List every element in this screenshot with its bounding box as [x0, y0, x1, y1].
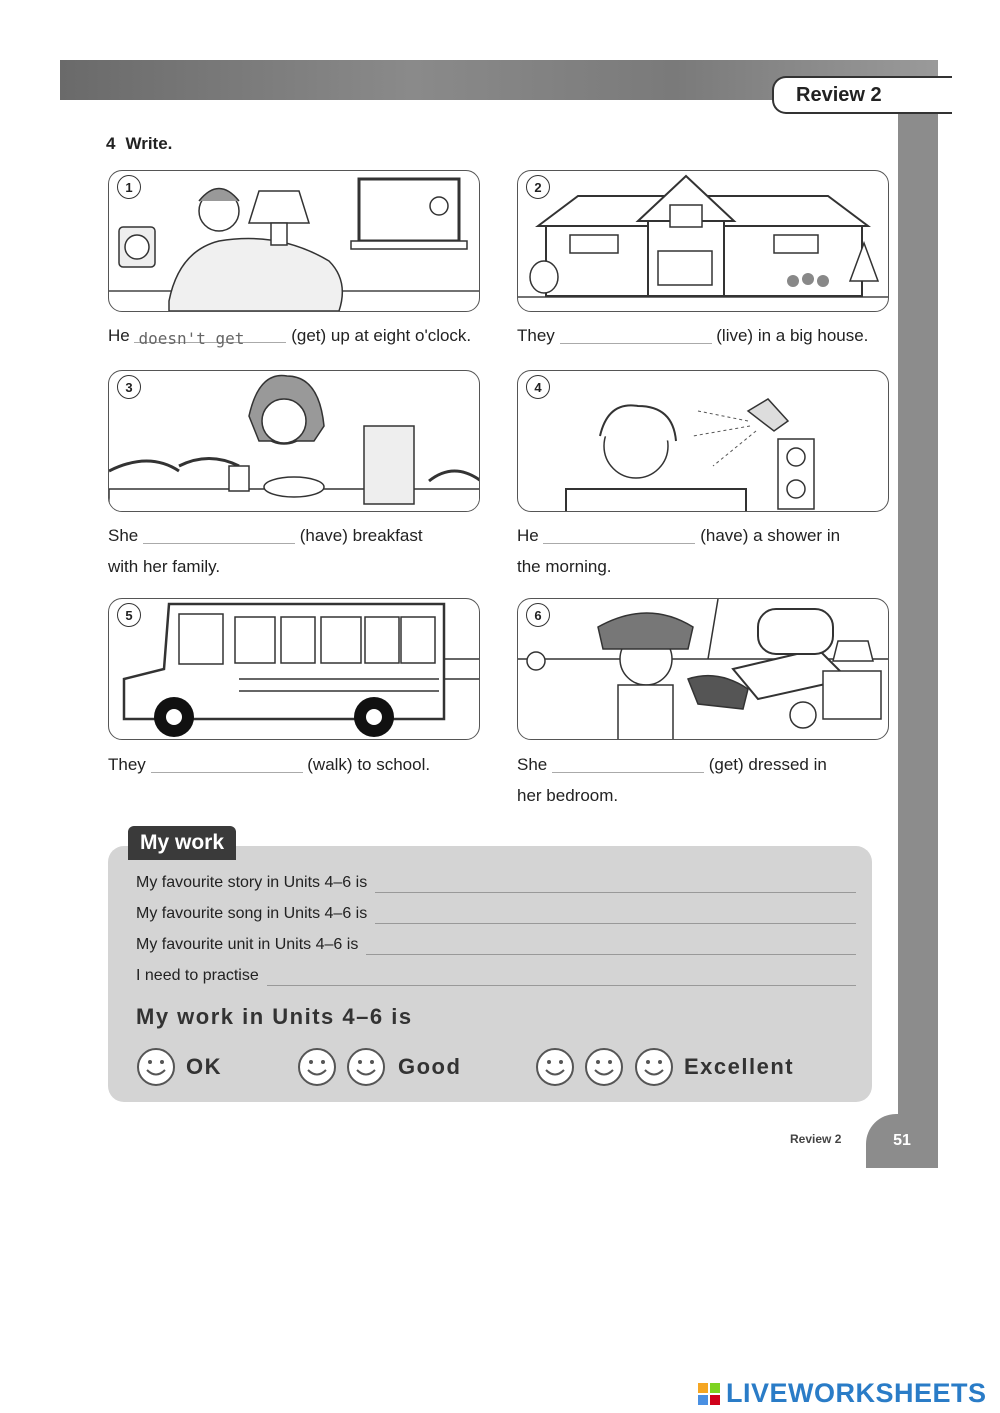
picture-panel-6 [517, 598, 889, 740]
answer-blank-3[interactable] [143, 524, 295, 544]
sentence-5 [108, 749, 430, 780]
smiley-icon[interactable] [136, 1047, 176, 1087]
answer-blank-6[interactable] [552, 753, 704, 773]
rating-ok-label: OK [186, 1054, 222, 1079]
item-badge: 4 [526, 375, 550, 399]
sentence-rest: (have) a shower in [700, 526, 841, 545]
sentence-rest-line2: with her family. [108, 557, 221, 576]
smiley-icon[interactable] [634, 1047, 674, 1087]
sentence-4 [517, 520, 840, 582]
sentence-rest: (live) in a big house. [716, 326, 869, 345]
my-work-line-song [136, 905, 856, 924]
my-work-line-label: My favourite story in Units 4–6 is [136, 874, 368, 891]
exercise-instruction: Write. [125, 134, 173, 153]
footer-section-label: Review 2 [790, 1132, 842, 1146]
picture-panel-4 [517, 370, 889, 512]
sentence-subject: They [108, 755, 146, 774]
exercise-number: 4 [106, 134, 116, 153]
page-number: 51 [893, 1132, 911, 1149]
my-work-line-label: My favourite song in Units 4–6 is [136, 905, 368, 922]
my-work-line-unit [136, 936, 856, 955]
smiley-icon[interactable] [535, 1047, 575, 1087]
item-badge: 2 [526, 175, 550, 199]
brand-logo [698, 1378, 987, 1409]
smiley-icon[interactable] [584, 1047, 624, 1087]
exercise-title [106, 134, 172, 154]
picture-panel-3 [108, 370, 480, 512]
sentence-3 [108, 520, 423, 582]
smiley-icon[interactable] [346, 1047, 386, 1087]
my-work-heading: My work in Units 4–6 is [136, 1004, 413, 1029]
my-work-answer-field[interactable] [366, 936, 856, 955]
item-badge: 3 [117, 375, 141, 399]
rating-good-label: Good [398, 1054, 462, 1079]
sentence-rest: (have) breakfast [299, 526, 423, 545]
answer-blank-1[interactable]: doesn't get [134, 323, 286, 343]
review-tab-label: Review 2 [796, 83, 882, 106]
sentence-2 [517, 320, 868, 351]
sentence-rest: (walk) to school. [307, 755, 431, 774]
page-number-tab [866, 1114, 938, 1168]
sentence-rest-line2: her bedroom. [517, 786, 619, 805]
item-badge: 5 [117, 603, 141, 627]
item-badge: 6 [526, 603, 550, 627]
bedroom-dressing-illustration [518, 599, 889, 740]
sentence-subject: He [517, 526, 539, 545]
sentence-subject: He [108, 326, 130, 345]
answer-blank-2[interactable] [560, 324, 712, 344]
item-badge: 1 [117, 175, 141, 199]
my-work-line-label: I need to practise [136, 967, 259, 984]
bedroom-illustration [109, 171, 480, 312]
smiley-icon[interactable] [297, 1047, 337, 1087]
brand-name: LIVEWORKSHEETS [726, 1378, 987, 1408]
bus-illustration [109, 599, 480, 740]
sentence-subject: She [108, 526, 139, 545]
my-work-line-practise [136, 967, 856, 986]
side-bar [898, 100, 938, 1168]
shower-illustration [518, 371, 889, 512]
sentence-subject: She [517, 755, 548, 774]
sentence-rest: (get) up at eight o'clock. [291, 326, 472, 345]
house-illustration [518, 171, 889, 312]
sentence-6 [517, 749, 827, 811]
my-work-answer-field[interactable] [375, 905, 856, 924]
sentence-rest-line2: the morning. [517, 557, 612, 576]
rating-excellent-label: Excellent [684, 1054, 795, 1079]
answer-blank-4[interactable] [543, 524, 695, 544]
sentence-1 [108, 320, 471, 351]
picture-panel-5 [108, 598, 480, 740]
liveworksheets-logo-icon [698, 1383, 720, 1405]
review-tab [772, 76, 952, 114]
sentence-subject: They [517, 326, 555, 345]
my-work-tag: My work [128, 826, 236, 860]
breakfast-illustration [109, 371, 480, 512]
my-work-line-label: My favourite unit in Units 4–6 is [136, 936, 359, 953]
answer-blank-5[interactable] [151, 753, 303, 773]
my-work-answer-field[interactable] [375, 874, 856, 893]
picture-panel-1 [108, 170, 480, 312]
sentence-rest: (get) dressed in [708, 755, 827, 774]
picture-panel-2 [517, 170, 889, 312]
my-work-line-story [136, 874, 856, 893]
my-work-answer-field[interactable] [267, 967, 856, 986]
